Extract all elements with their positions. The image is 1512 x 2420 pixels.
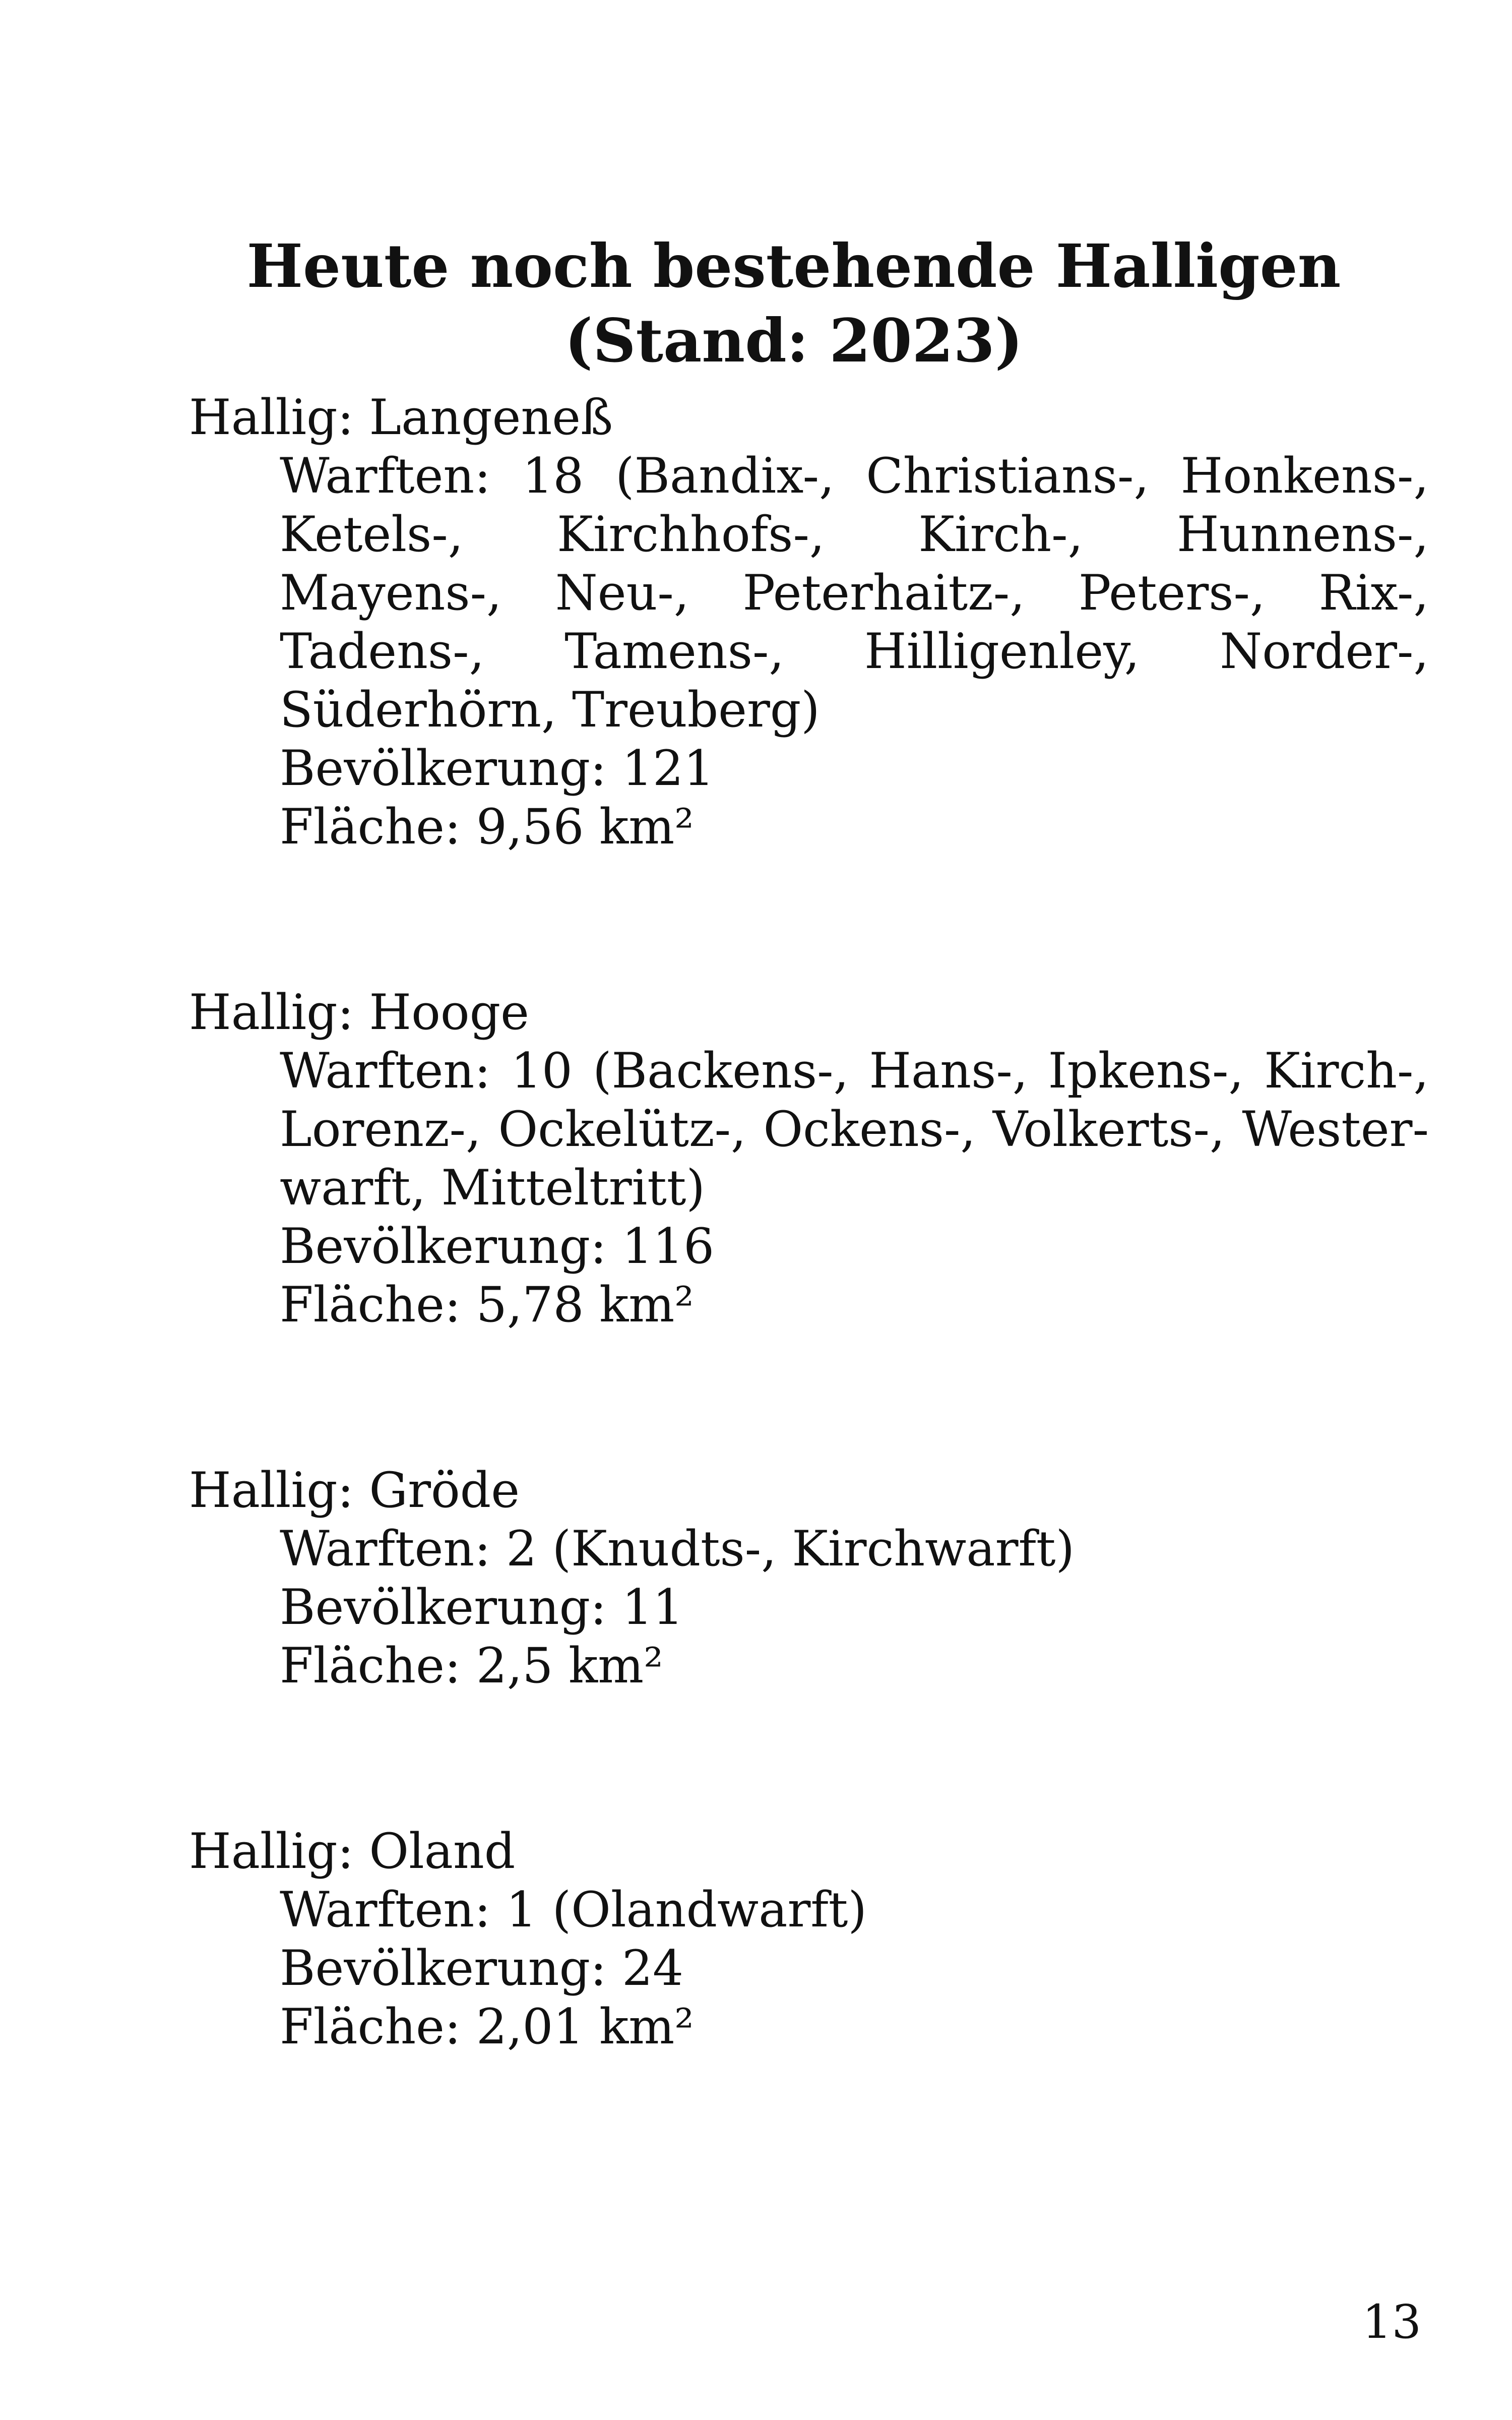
warften-text: Warften: 1 (Olandwarft) (280, 1882, 867, 1938)
warften-text: Warften: 18 (Bandix-, Christians-, Honkens-, Ketels-, Kirchhofs-, Kirch-, Hunnens-, Mayens-, Neu-, Peterhaitz-, Peters-, Rix-, Tadens-, Tamens-, Hilligenley, Norder-, Süderhörn, Treuberg) (280, 448, 1429, 738)
hallig-details (189, 1881, 1429, 2056)
warften-text: Warften: 10 (Backens-, Hans-, Ipkens-, Kirch-, Lorenz-, Ockelütz-, Ockens-, Volkerts-, Westerwarft, Mitteltritt) (280, 1043, 1429, 1216)
page-title (0, 229, 1512, 378)
page-number: 13 (1362, 2295, 1421, 2349)
population-text: Bevölkerung: 11 (280, 1579, 684, 1636)
warften-text: Warften: 2 (Knudts-, Kirchwarft) (280, 1521, 1075, 1577)
hallig-name: Hallig: Hooge (189, 984, 529, 1041)
area-text: Fläche: 9,56 km² (280, 799, 694, 855)
population-text: Bevölkerung: 121 (280, 740, 715, 797)
area-text: Fläche: 5,78 km² (280, 1277, 694, 1333)
population-text: Bevölkerung: 116 (280, 1218, 715, 1275)
title-main: Heute noch bestehende Halligen (246, 231, 1341, 301)
hallig-name: Hallig: Gröde (189, 1462, 520, 1519)
hallig-list (189, 388, 1429, 2056)
hallig-details (189, 1520, 1429, 1695)
hallig-name: Hallig: Oland (189, 1823, 516, 1880)
hallig-details (189, 1042, 1429, 1334)
population-text: Bevölkerung: 24 (280, 1940, 684, 1996)
hallig-details (189, 447, 1429, 856)
area-text: Fläche: 2,5 km² (280, 1638, 663, 1694)
hallig-entry-hooge (189, 983, 1429, 1334)
area-text: Fläche: 2,01 km² (280, 1999, 694, 2055)
hallig-entry-oland (189, 1822, 1429, 2056)
hallig-entry-groede (189, 1461, 1429, 1695)
title-status-date: (Stand: 2023) (564, 306, 1023, 376)
hallig-entry-langeness (189, 388, 1429, 856)
hallig-name: Hallig: Langeneß (189, 389, 613, 446)
